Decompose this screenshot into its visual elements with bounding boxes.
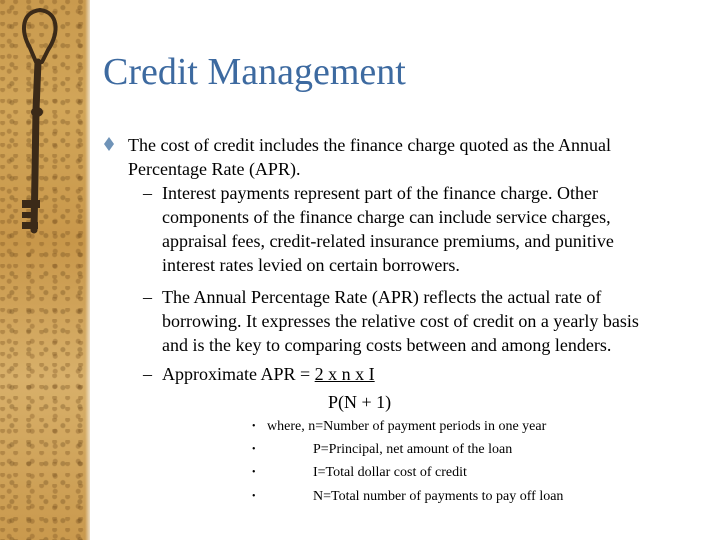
dash-marker: – [143, 183, 152, 203]
apr-formula-denominator: P(N + 1) [328, 392, 392, 412]
bullet-line-2: Percentage Rate (APR). [128, 159, 301, 179]
sub1-line-2: components of the finance charge can include service charges, [162, 207, 611, 227]
bullet-dot: • [252, 491, 256, 502]
key-icon [0, 0, 90, 540]
apr-formula-line [162, 362, 375, 386]
apr-formula-prefix: Approximate APR = [162, 364, 315, 384]
sub2-line-1: The Annual Percentage Rate (APR) reflects the actual rate of [162, 287, 602, 307]
diamond-bullet-icon [103, 137, 115, 151]
bullet-line-1: The cost of credit includes the finance charge quoted as the Annual [128, 135, 611, 155]
sub2-line-3: and is the key to comparing costs between and among lenders. [162, 335, 612, 355]
sub1-line-1: Interest payments represent part of the finance charge. Other [162, 183, 598, 203]
definition-item: where, n=Number of payment periods in one year [267, 419, 547, 434]
bullet-dot: • [252, 421, 256, 432]
slide-title: Credit Management [103, 51, 406, 93]
bullet-dot: • [252, 444, 256, 455]
sub1-line-3: appraisal fees, credit-related insurance premiums, and punitive [162, 231, 614, 251]
bullet-dot: • [252, 467, 256, 478]
definition-item: P=Principal, net amount of the loan [313, 442, 513, 457]
definition-item: I=Total dollar cost of credit [313, 465, 467, 480]
apr-formula-numerator: 2 x n x I [314, 364, 375, 384]
definition-item: N=Total number of payments to pay off loan [313, 489, 564, 504]
dash-marker: – [143, 364, 152, 384]
sub1-line-4: interest rates levied on certain borrowers. [162, 255, 460, 275]
sub2-line-2: borrowing. It expresses the relative cost of credit on a yearly basis [162, 311, 639, 331]
dash-marker: – [143, 287, 152, 307]
